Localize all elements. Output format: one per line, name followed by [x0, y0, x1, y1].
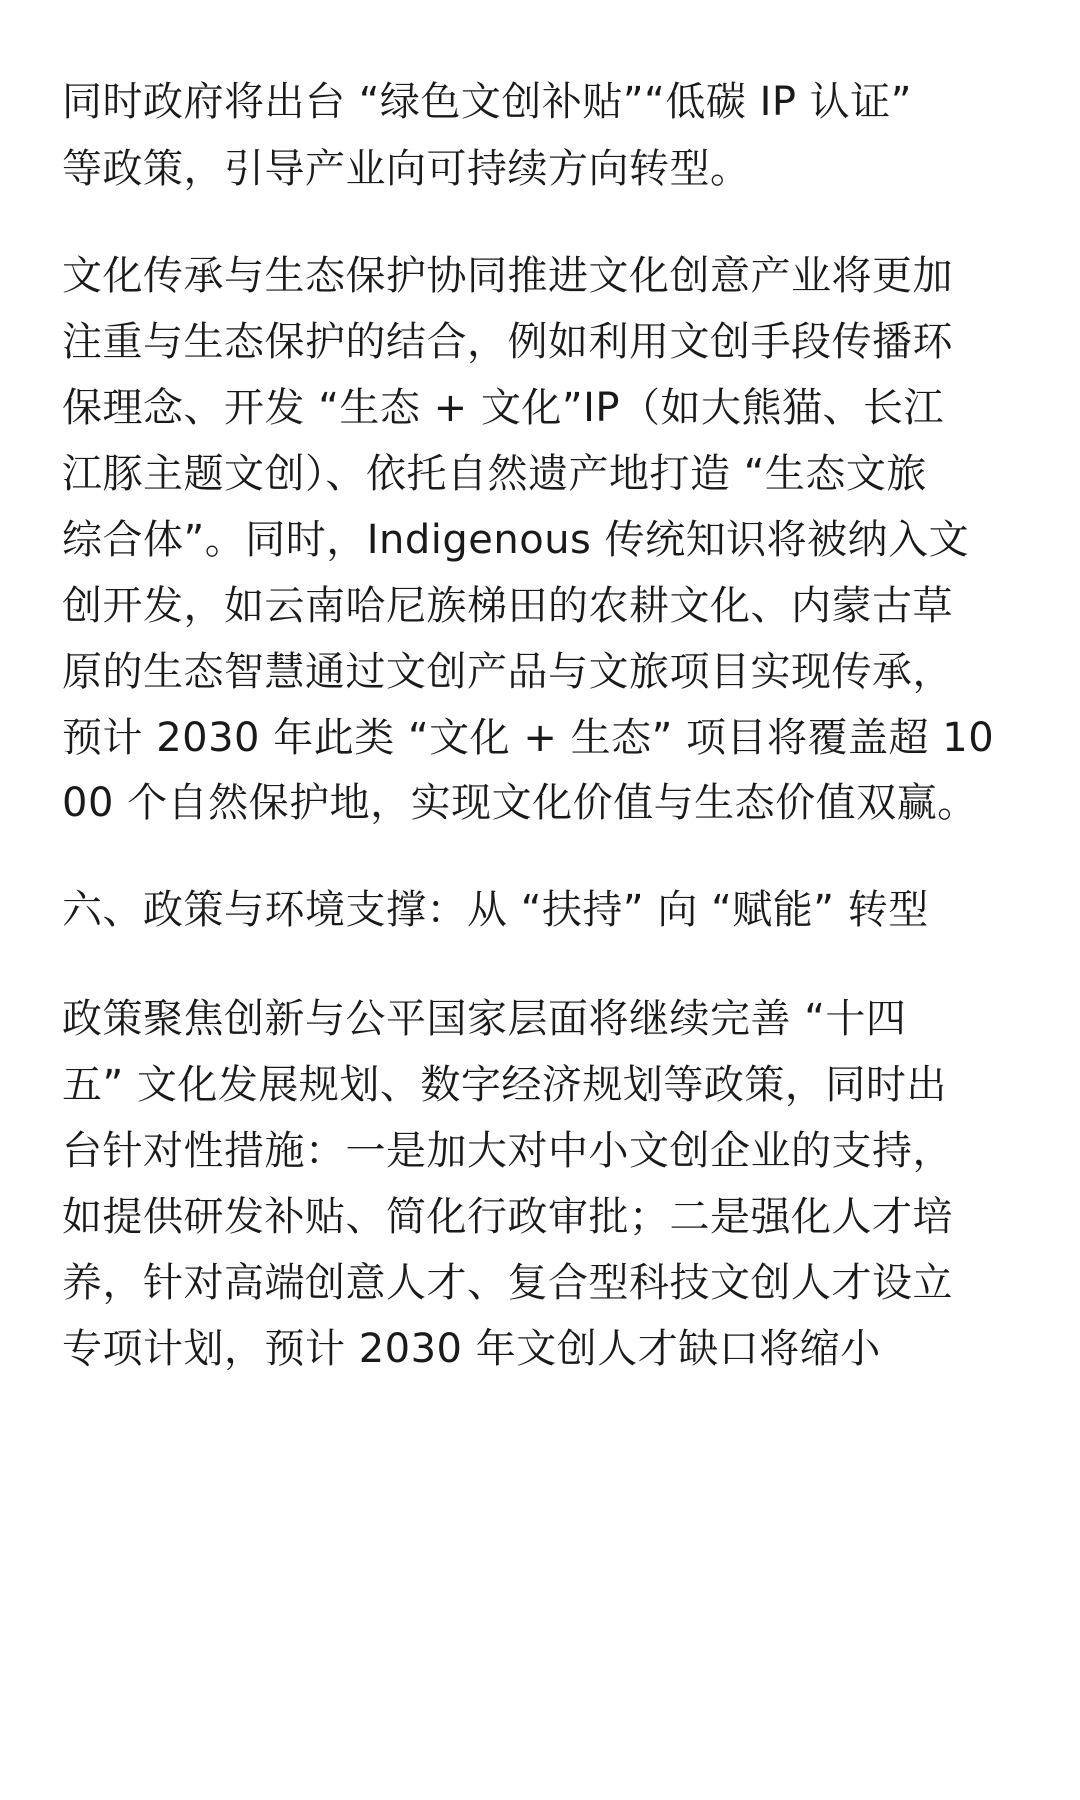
- paragraph-2-line-2: 注重与生态保护的结合，例如利用文创手段传播环: [62, 319, 953, 365]
- paragraph-4-line-3: 台针对性措施：一是加大对中小文创企业的支持，: [62, 1128, 953, 1174]
- paragraph-2-line-6: 创开发，如云南哈尼族梯田的农耕文化、内蒙古草: [62, 583, 953, 629]
- paragraph-4-line-6: 专项计划，预计 2030 年文创人才缺口将缩小: [62, 1326, 881, 1372]
- paragraph-2-line-8: 预计 2030 年此类 “文化 + 生态” 项目将覆盖超 10: [62, 715, 995, 761]
- paragraph-2-line-5: 综合体”。同时，Indigenous 传统知识将被纳入文: [62, 517, 970, 563]
- section-heading: 六、政策与环境支撑：从 “扶持” 向 “赋能” 转型: [62, 887, 929, 933]
- paragraph-2-line-1: 文化传承与生态保护协同推进文化创意产业将更加: [62, 253, 953, 299]
- paragraph-2-line-7: 原的生态智慧通过文创产品与文旅项目实现传承，: [62, 649, 953, 695]
- paragraph-2-line-9: 00 个自然保护地，实现文化价值与生态价值双赢。: [62, 780, 978, 826]
- paragraph-4-line-1: 政策聚焦创新与公平国家层面将继续完善 “十四: [62, 996, 907, 1042]
- paragraph-4-line-2: 五” 文化发展规划、数字经济规划等政策，同时出: [62, 1062, 947, 1108]
- paragraph-4-line-5: 养，针对高端创意人才、复合型科技文创人才设立: [62, 1260, 953, 1306]
- paragraph-4-line-4: 如提供研发补贴、简化行政审批；二是强化人才培: [62, 1194, 953, 1240]
- paragraph-2-line-3: 保理念、开发 “生态 + 文化”IP（如大熊猫、长江: [62, 385, 945, 431]
- paragraph-2-line-4: 江豚主题文创）、依托自然遗产地打造 “生态文旅: [62, 451, 927, 497]
- paragraph-1-line-2: 等政策，引导产业向可持续方向转型。: [62, 146, 751, 192]
- paragraph-1-line-1: 同时政府将出台 “绿色文创补贴”“低碳 IP 认证”: [62, 79, 912, 125]
